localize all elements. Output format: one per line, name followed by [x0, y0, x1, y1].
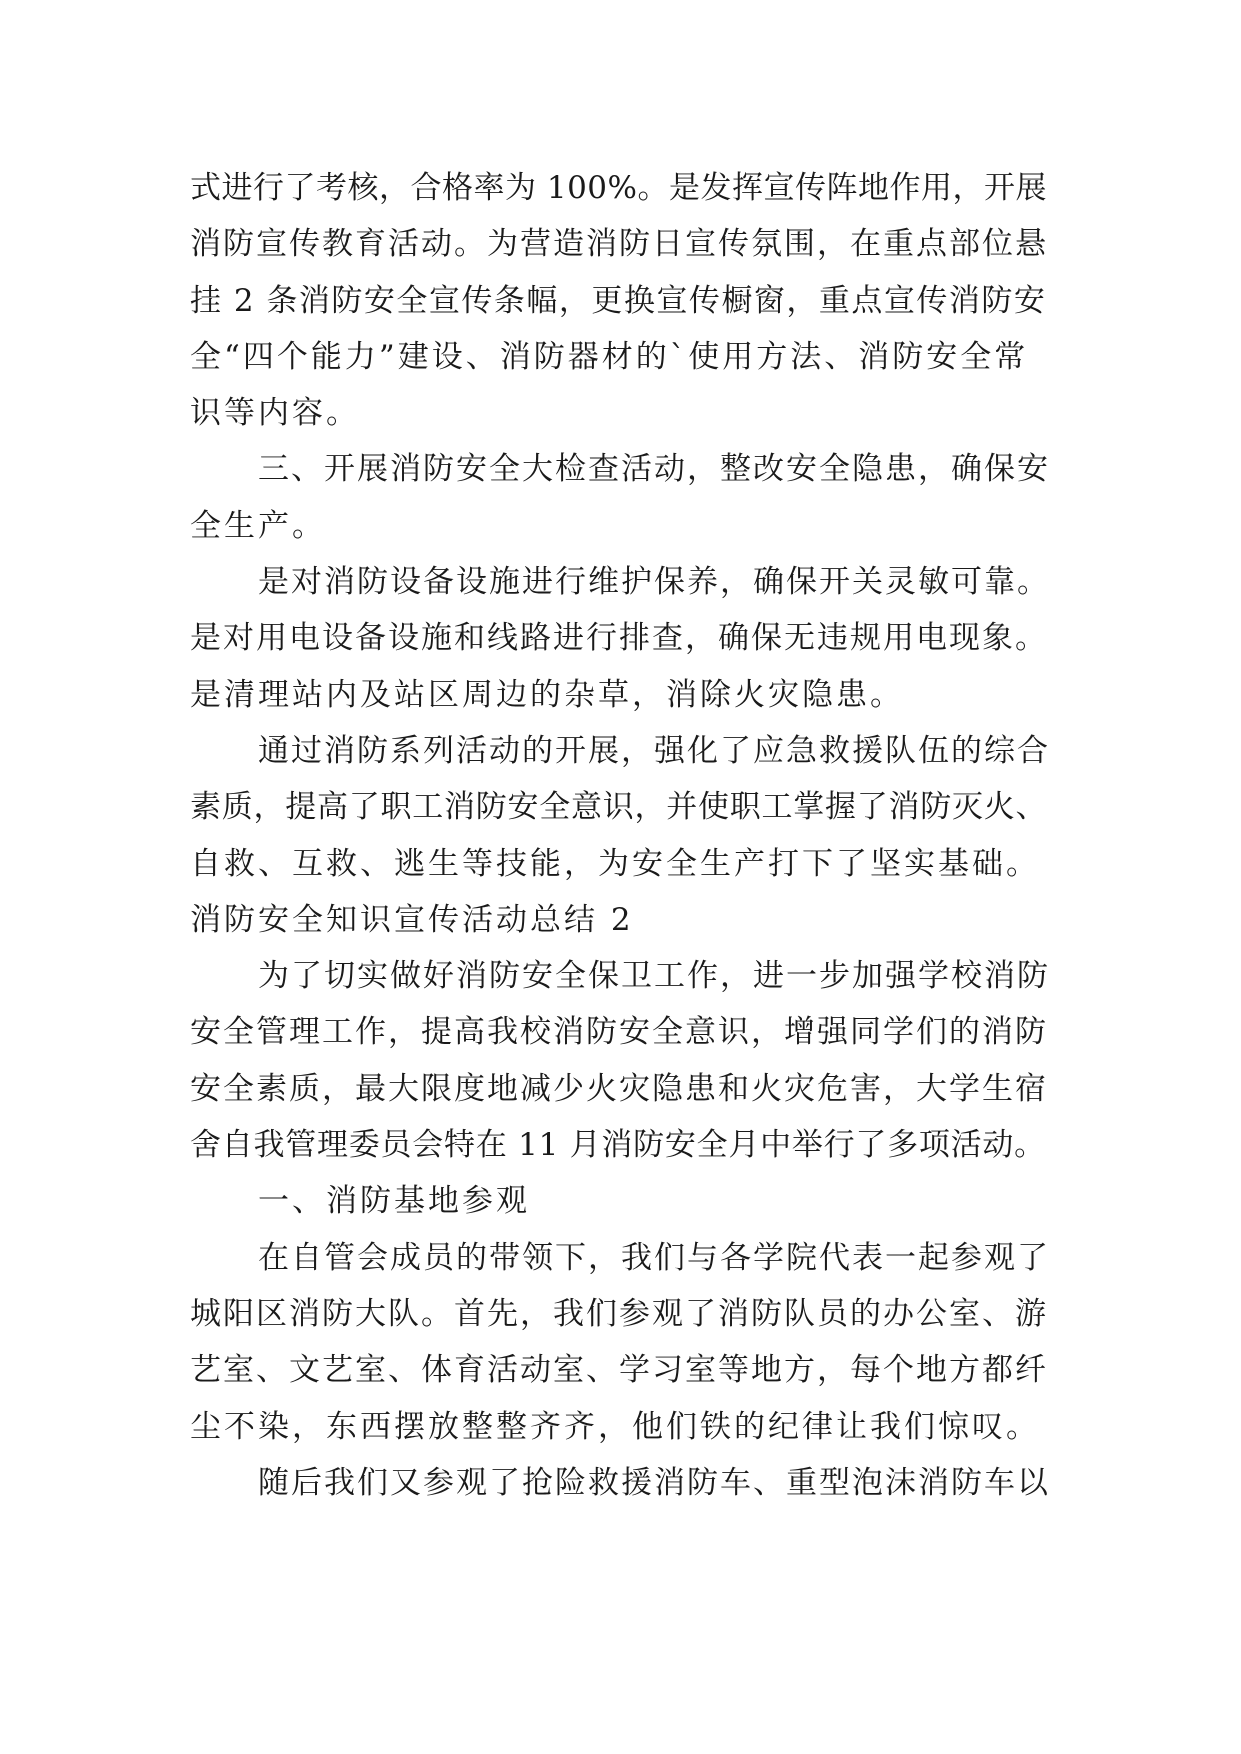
text-line: 安全管理工作，提高我校消防安全意识，增强同学们的消防 [190, 1014, 1048, 1051]
text-line: 三、开展消防安全大检查活动，整改安全隐患，确保安 [258, 451, 1050, 488]
text-line: 识等内容。 [190, 395, 360, 432]
text-line: 全“四个能力”建设、消防器材的`使用方法、消防安全常 [190, 338, 1029, 375]
text-line: 是对用电设备设施和线路进行排查，确保无违规用电现象。 [190, 620, 1048, 657]
text-line: 艺室、文艺室、体育活动室、学习室等地方，每个地方都纤 [190, 1352, 1048, 1389]
text-line: 尘不染，东西摆放整整齐齐，他们铁的纪律让我们惊叹。 [190, 1408, 1040, 1445]
text-line: 是清理站内及站区周边的杂草，消除火灾隐患。 [190, 676, 904, 713]
text-line: 是对消防设备设施进行维护保养，确保开关灵敏可靠。 [258, 564, 1050, 601]
text-line: 式进行了考核，合格率为 100%。是发挥宣传阵地作用，开展 [190, 170, 1047, 206]
text-line: 城阳区消防大队。首先，我们参观了消防队员的办公室、游 [190, 1295, 1048, 1332]
text-line: 舍自我管理委员会特在 11 月消防安全月中举行了多项活动。 [190, 1127, 1046, 1164]
text-line: 随后我们又参观了抢险救援消防车、重型泡沫消防车以 [258, 1464, 1050, 1501]
text-line: 挂 2 条消防安全宣传条幅，更换宣传橱窗，重点宣传消防安 [190, 282, 1047, 319]
text-line: 为了切实做好消防安全保卫工作，进一步加强学校消防 [258, 958, 1050, 995]
text-line: 消防安全知识宣传活动总结 2 [190, 901, 634, 938]
text-line: 在自管会成员的带领下，我们与各学院代表一起参观了 [258, 1239, 1050, 1276]
text-line: 全生产。 [190, 507, 326, 544]
text-line: 一、消防基地参观 [258, 1183, 530, 1220]
text-line: 素质，提高了职工消防安全意识，并使职工掌握了消防灭火、 [190, 789, 1048, 826]
text-line: 通过消防系列活动的开展，强化了应急救援队伍的综合 [258, 732, 1050, 769]
text-line: 消防宣传教育活动。为营造消防日宣传氛围，在重点部位悬 [190, 226, 1048, 263]
text-line: 自救、互救、逃生等技能，为安全生产打下了坚实基础。 [190, 845, 1040, 882]
document-body [190, 160, 1050, 1511]
text-line: 安全素质，最大限度地减少火灾隐患和火灾危害，大学生宿 [190, 1070, 1048, 1107]
